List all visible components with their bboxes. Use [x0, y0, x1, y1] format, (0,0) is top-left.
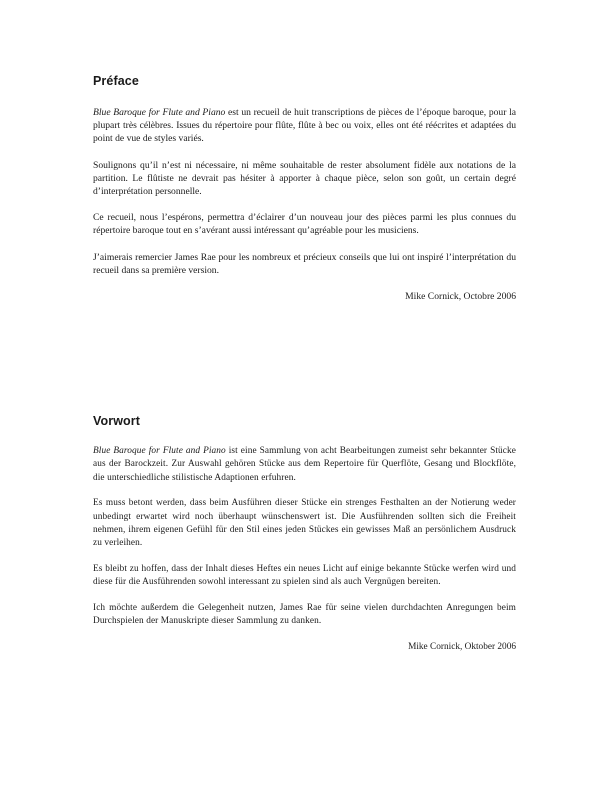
german-paragraph-3: Es bleibt zu hoffen, dass der Inhalt dieses Heftes ein neues Licht auf einige bekannte Stücke werfen wird und diese für die Ausführenden sowohl interessant zu spielen sind als auch Vergnügen bereiten. — [93, 564, 516, 588]
german-book-title: Blue Baroque for Flute and Piano — [93, 446, 226, 456]
german-paragraph-4: Ich möchte außerdem die Gelegenheit nutzen, James Rae für seine vielen durchdachten Anregungen beim Durchspielen der Manuskripte dieser Sammlung zu danken. — [93, 603, 516, 627]
french-paragraph-4: J’aimerais remercier James Rae pour les nombreux et précieux conseils que lui ont inspiré l’interprétation du recueil dans sa première version. — [93, 251, 516, 276]
french-paragraph-1-text: est un recueil de huit transcriptions de pièces de l’époque baroque, pour la plupart très célèbres. Issues du répertoire pour flûte, flûte à bec ou voix, elles ont été réécrites et adaptées du point de vue de styles variés. — [93, 107, 516, 145]
german-paragraph-1-text: ist eine Sammlung von acht Bearbeitungen zumeist sehr bekannter Stücke aus der Barockzeit. Zur Auswahl gehören Stücke aus dem Repertoire für Querflöte, Gesang und Blockflöte, die unterschiedliche stilistische Adaptionen erfuhren. — [93, 446, 516, 483]
german-paragraph-1 — [93, 445, 516, 485]
german-signature: Mike Cornick, Oktober 2006 — [408, 642, 516, 653]
french-paragraph-1 — [93, 106, 516, 146]
french-paragraph-2: Soulignons qu’il n’est ni nécessaire, ni même souhaitable de rester absolument fidèle aux notations de la partition. Le flûtiste ne devrait pas hésiter à apporter à chaque pièce, selon son goût, un certain degré d’interprétation personnelle. — [93, 159, 516, 198]
german-foreword-section — [93, 414, 516, 654]
french-paragraph-3: Ce recueil, nous l’espérons, permettra d’éclairer d’un nouveau jour des pièces parmi les plus connues du répertoire baroque tout en s’avérant aussi intéressant qu’agréable pour les musiciens. — [93, 212, 516, 237]
french-book-title: Blue Baroque for Flute and Piano — [93, 107, 226, 118]
german-heading: Vorwort — [93, 414, 140, 428]
french-heading: Préface — [93, 74, 139, 88]
french-preface-section — [93, 74, 516, 303]
german-paragraph-2: Es muss betont werden, dass beim Ausführen dieser Stücke ein strenges Festhalten an der Notierung weder unbedingt erwartet wird noch überhaupt wünschenswert ist. Die Ausführenden sollten sich die Freiheit nehmen, ihrem eigenen Gefühl für den Stil eines jeden Stückes ein gewisses Maß an persönlichem Ausdruck zu verleihen. — [93, 498, 516, 549]
french-signature: Mike Cornick, Octobre 2006 — [405, 291, 516, 303]
